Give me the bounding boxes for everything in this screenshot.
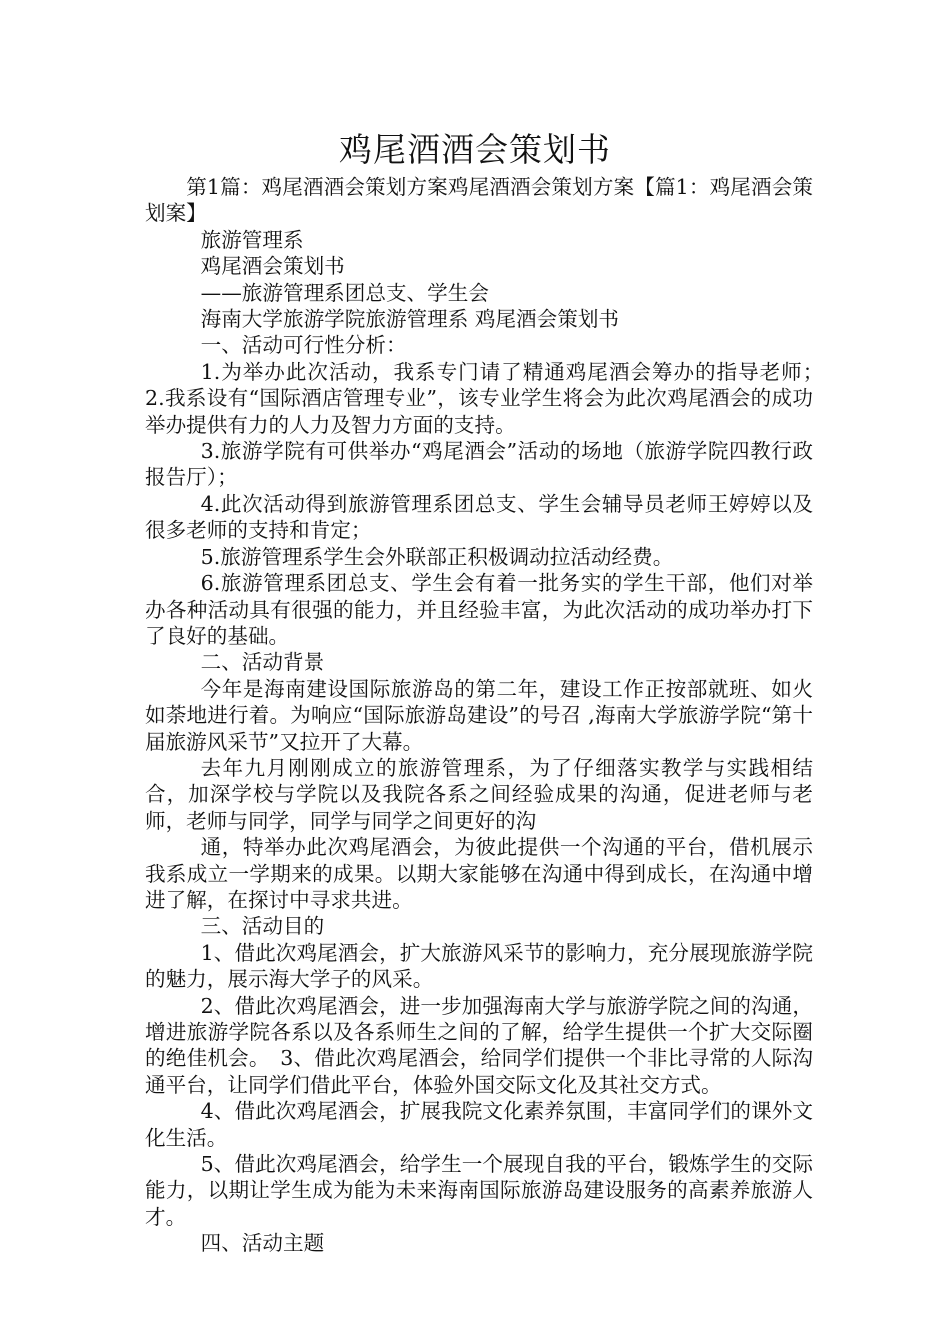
paragraph-purpose-1: 1、借此次鸡尾酒会，扩大旅游风采节的影响力，充分展现旅游学院的魅力，展示海大学子的风采。 bbox=[145, 940, 813, 992]
paragraph-organizer: ——旅游管理系团总支、学生会 bbox=[200, 280, 489, 305]
paragraph-background-1: 今年是海南建设国际旅游岛的第二年，建设工作正按部就班、如火如荼地进行着。为响应“国际旅游岛建设”的号召 ,海南大学旅游学院“第十届旅游风采节”又拉开了大幕。 bbox=[145, 676, 813, 754]
paragraph-feasibility-4: 4.此次活动得到旅游管理系团总支、学生会辅导员老师王婷婷以及很多老师的支持和肯定； bbox=[145, 491, 813, 543]
paragraph-background-3: 通，特举办此次鸡尾酒会，为彼此提供一个沟通的平台，借机展示我系成立一学期来的成果。以期大家能够在沟通中得到成长，在沟通中增进了解，在探讨中寻求共进。 bbox=[145, 835, 813, 912]
paragraph-intro: 第1篇：鸡尾酒酒会策划方案鸡尾酒酒会策划方案【篇1：鸡尾酒会策划案】 bbox=[145, 175, 813, 226]
section-heading-purpose: 三、活动目的 bbox=[200, 914, 325, 939]
paragraph-feasibility-5: 5.旅游管理系学生会外联部正积极调动拉活动经费。 bbox=[200, 544, 674, 569]
paragraph-department: 旅游管理系 bbox=[200, 227, 304, 252]
paragraph-feasibility-6: 6.旅游管理系团总支、学生会有着一批务实的学生干部，他们对举办各种活动具有很强的能力，并且经验丰富，为此次活动的成功举办打下了良好的基础。 bbox=[145, 571, 813, 648]
paragraph-feasibility-1-2: 1.为举办此次活动，我系专门请了精通鸡尾酒会筹办的指导老师； 2.我系设有“国际酒店管理专业”，该专业学生将会为此次鸡尾酒会的成功举办提供有力的人力及智力方面的支持。 bbox=[145, 359, 834, 437]
paragraph-purpose-4: 4、借此次鸡尾酒会，扩展我院文化素养氛围，丰富同学们的课外文化生活。 bbox=[145, 1099, 813, 1150]
paragraph-purpose-2-3: 2、借此次鸡尾酒会，进一步加强海南大学与旅游学院之间的沟通，增进旅游学院各系以及各系师生之间的了解，给学生提供一个扩大交际圈的绝佳机会。 3、借此次鸡尾酒会，给同学们提供一个非比寻常的人际沟通平台，让同学们借此平台，体验外国交际文化及其社交方式。 bbox=[145, 993, 813, 1097]
section-heading-background: 二、活动背景 bbox=[200, 650, 325, 675]
document-body bbox=[145, 174, 834, 1257]
paragraph-subtitle: 鸡尾酒会策划书 bbox=[200, 254, 345, 279]
paragraph-background-2: 去年九月刚刚成立的旅游管理系，为了仔细落实教学与实践相结合，加深学校与学院以及我院各系之间经验成果的沟通，促进老师与老师，老师与同学，同学与同学之间更好的沟 bbox=[145, 755, 813, 833]
paragraph-purpose-5: 5、借此次鸡尾酒会，给学生一个展现自我的平台，锻炼学生的交际能力，以期让学生成为能为未来海南国际旅游岛建设服务的高素养旅游人才。 bbox=[145, 1152, 813, 1229]
paragraph-feasibility-3: 3.旅游学院有可供举办“鸡尾酒会”活动的场地（旅游学院四教行政报告厅）； bbox=[145, 439, 813, 490]
document-title: 鸡尾酒酒会策划书 bbox=[339, 130, 611, 169]
section-heading-feasibility: 一、活动可行性分析： bbox=[200, 333, 407, 358]
section-heading-theme: 四、活动主题 bbox=[200, 1231, 325, 1256]
paragraph-school: 海南大学旅游学院旅游管理系 鸡尾酒会策划书 bbox=[200, 307, 620, 332]
